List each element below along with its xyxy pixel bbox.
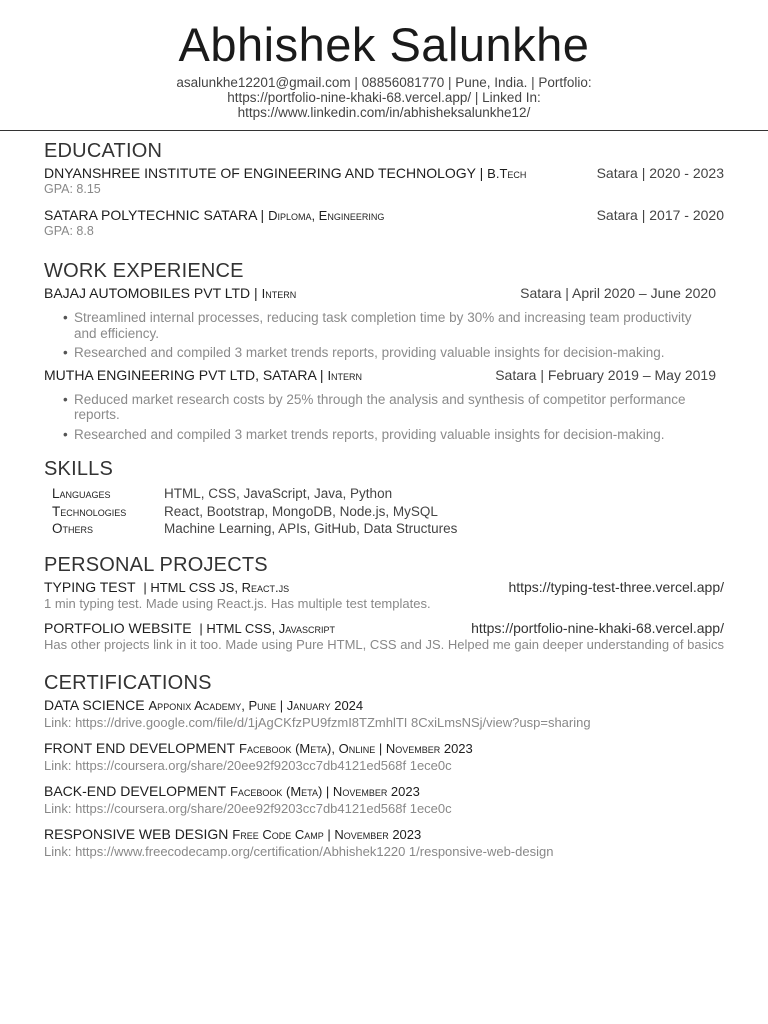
gpa-text: GPA: 8.8 — [44, 224, 94, 238]
bullet-item: • Reduced market research costs by 25% through the analysis and synthesis of competitor performance reports. — [74, 392, 716, 423]
company-name: BAJAJ AUTOMOBILES PVT LTD — [44, 285, 251, 301]
cert-name: BACK-END DEVELOPMENT — [44, 782, 227, 799]
bullet-list — [44, 310, 716, 361]
skills-section — [44, 458, 724, 538]
project-stack: | HTML CSS JS, React.js — [143, 579, 290, 595]
bullet-item: • Researched and compiled 3 market trends reports, providing valuable insights for decision-making. — [74, 427, 716, 443]
section-title: EDUCATION — [44, 140, 163, 162]
work-entry: MUTHA ENGINEERING PVT LTD, SATARA | Intern Satara | February 2019 – May 2019 • Reduced market research costs by 25% through the analysis and synthesis of competitor performance reports. • Researched and compiled 3 market trends reports, providing valuable insights for decision-making. — [44, 367, 716, 443]
degree-label: B.Tech — [487, 166, 527, 181]
contact-line[interactable]: https://www.linkedin.com/in/abhisheksalunkhe12/ — [237, 105, 531, 120]
resume-header — [0, 0, 768, 120]
institution-name: SATARA POLYTECHNIC SATARA — [44, 207, 257, 223]
bullet-item: • Researched and compiled 3 market trends reports, providing valuable insights for decision-making. — [74, 345, 716, 361]
cert-name: DATA SCIENCE — [44, 696, 145, 713]
education-entry: DNYANSHREE INSTITUTE OF ENGINEERING AND TECHNOLOGY | B.Tech Satara | 2020 - 2023 GPA: 8.15 — [44, 165, 724, 196]
bullet-item: • Streamlined internal processes, reducing task completion time by 30% and increasing team productivity and efficiency. — [74, 310, 716, 341]
skill-label: Others — [52, 521, 94, 536]
section-title: CERTIFICATIONS — [44, 671, 212, 694]
skills-table — [44, 486, 724, 538]
projects-section — [44, 554, 724, 653]
skill-value: Machine Learning, APIs, GitHub, Data Structures — [164, 521, 458, 536]
contact-line[interactable]: asalunkhe12201@gmail.com | 08856081770 | Pune, India. | Portfolio: — [176, 75, 592, 90]
cert-link[interactable]: Link: https://drive.google.com/file/d/1jAgCKfzPU9fzmI8TZmhlTI 8CxiLmsNSj/view?usp=sharing — [44, 714, 591, 730]
cert-name: RESPONSIVE WEB DESIGN — [44, 825, 229, 842]
section-title: PERSONAL PROJECTS — [44, 553, 268, 576]
cert-issuer: Free Code Camp | November 2023 — [232, 826, 422, 842]
certification-entry — [44, 697, 724, 731]
skill-value: HTML, CSS, JavaScript, Java, Python — [164, 486, 393, 501]
candidate-name: Abhishek Salunkhe — [178, 18, 590, 71]
project-url[interactable]: https://portfolio-nine-khaki-68.vercel.app/ — [471, 619, 724, 636]
project-name: TYPING TEST — [44, 578, 136, 595]
section-title: WORK EXPERIENCE — [44, 260, 244, 282]
certification-entry — [44, 783, 724, 817]
header-divider — [0, 130, 768, 131]
institution-name: DNYANSHREE INSTITUTE OF ENGINEERING AND TECHNOLOGY — [44, 165, 476, 181]
location-dates: Satara | 2020 - 2023 — [596, 165, 724, 181]
project-stack: | HTML CSS, Javascript — [199, 620, 335, 636]
cert-issuer: Facebook (Meta), Online | November 2023 — [239, 740, 473, 756]
contact-info — [0, 75, 768, 120]
section-title: SKILLS — [44, 458, 114, 480]
role-label: Intern — [327, 367, 363, 383]
skill-value: React, Bootstrap, MongoDB, Node.js, MySQL — [164, 503, 438, 519]
project-description: 1 min typing test. Made using React.js. Has multiple test templates. — [44, 595, 431, 611]
work-section — [44, 260, 724, 442]
certification-entry — [44, 826, 724, 860]
skill-label: Languages — [52, 486, 111, 501]
cert-link[interactable]: Link: https://coursera.org/share/20ee92f9203cc7db4121ed568f 1ece0c — [44, 800, 452, 816]
cert-name: FRONT END DEVELOPMENT — [44, 739, 236, 756]
cert-issuer: Apponix Academy, Pune | January 2024 — [148, 697, 364, 713]
gpa-text: GPA: 8.15 — [44, 182, 101, 196]
project-entry — [44, 579, 724, 611]
degree-label: Diploma, Engineering — [268, 208, 385, 223]
location-dates: Satara | 2017 - 2020 — [596, 207, 724, 223]
location-dates: Satara | February 2019 – May 2019 — [495, 366, 716, 383]
project-description: Has other projects link in it too. Made using Pure HTML, CSS and JS. Helped me gain deeper understanding of basics — [44, 636, 724, 652]
location-dates: Satara | April 2020 – June 2020 — [520, 285, 716, 301]
resume-body — [44, 140, 724, 860]
education-section — [44, 140, 724, 239]
certifications-section — [44, 672, 724, 860]
bullet-list — [44, 392, 716, 443]
skill-label: Technologies — [52, 503, 127, 519]
project-url[interactable]: https://typing-test-three.vercel.app/ — [508, 578, 724, 595]
education-entry: SATARA POLYTECHNIC SATARA | Diploma, Engineering Satara | 2017 - 2020 GPA: 8.8 — [44, 207, 724, 238]
cert-issuer: Facebook (Meta) | November 2023 — [229, 783, 420, 799]
project-name: PORTFOLIO WEBSITE — [44, 619, 192, 636]
certification-entry — [44, 740, 724, 774]
project-entry — [44, 620, 724, 653]
work-entry: BAJAJ AUTOMOBILES PVT LTD | Intern Satara | April 2020 – June 2020 • Streamlined internal processes, reducing task completion time by 30% and increasing team productivity and efficiency. • Researched and compiled 3 market trends reports, providing valuable insights for decision-making. — [44, 285, 716, 361]
cert-link[interactable]: Link: https://coursera.org/share/20ee92f9203cc7db4121ed568f 1ece0c — [44, 757, 452, 773]
contact-line[interactable]: https://portfolio-nine-khaki-68.vercel.app/ | Linked In: — [227, 90, 541, 105]
role-label: Intern — [261, 286, 297, 301]
company-name: MUTHA ENGINEERING PVT LTD, SATARA — [44, 366, 317, 383]
cert-link[interactable]: Link: https://www.freecodecamp.org/certification/Abhishek1220 1/responsive-web-design — [44, 843, 554, 859]
